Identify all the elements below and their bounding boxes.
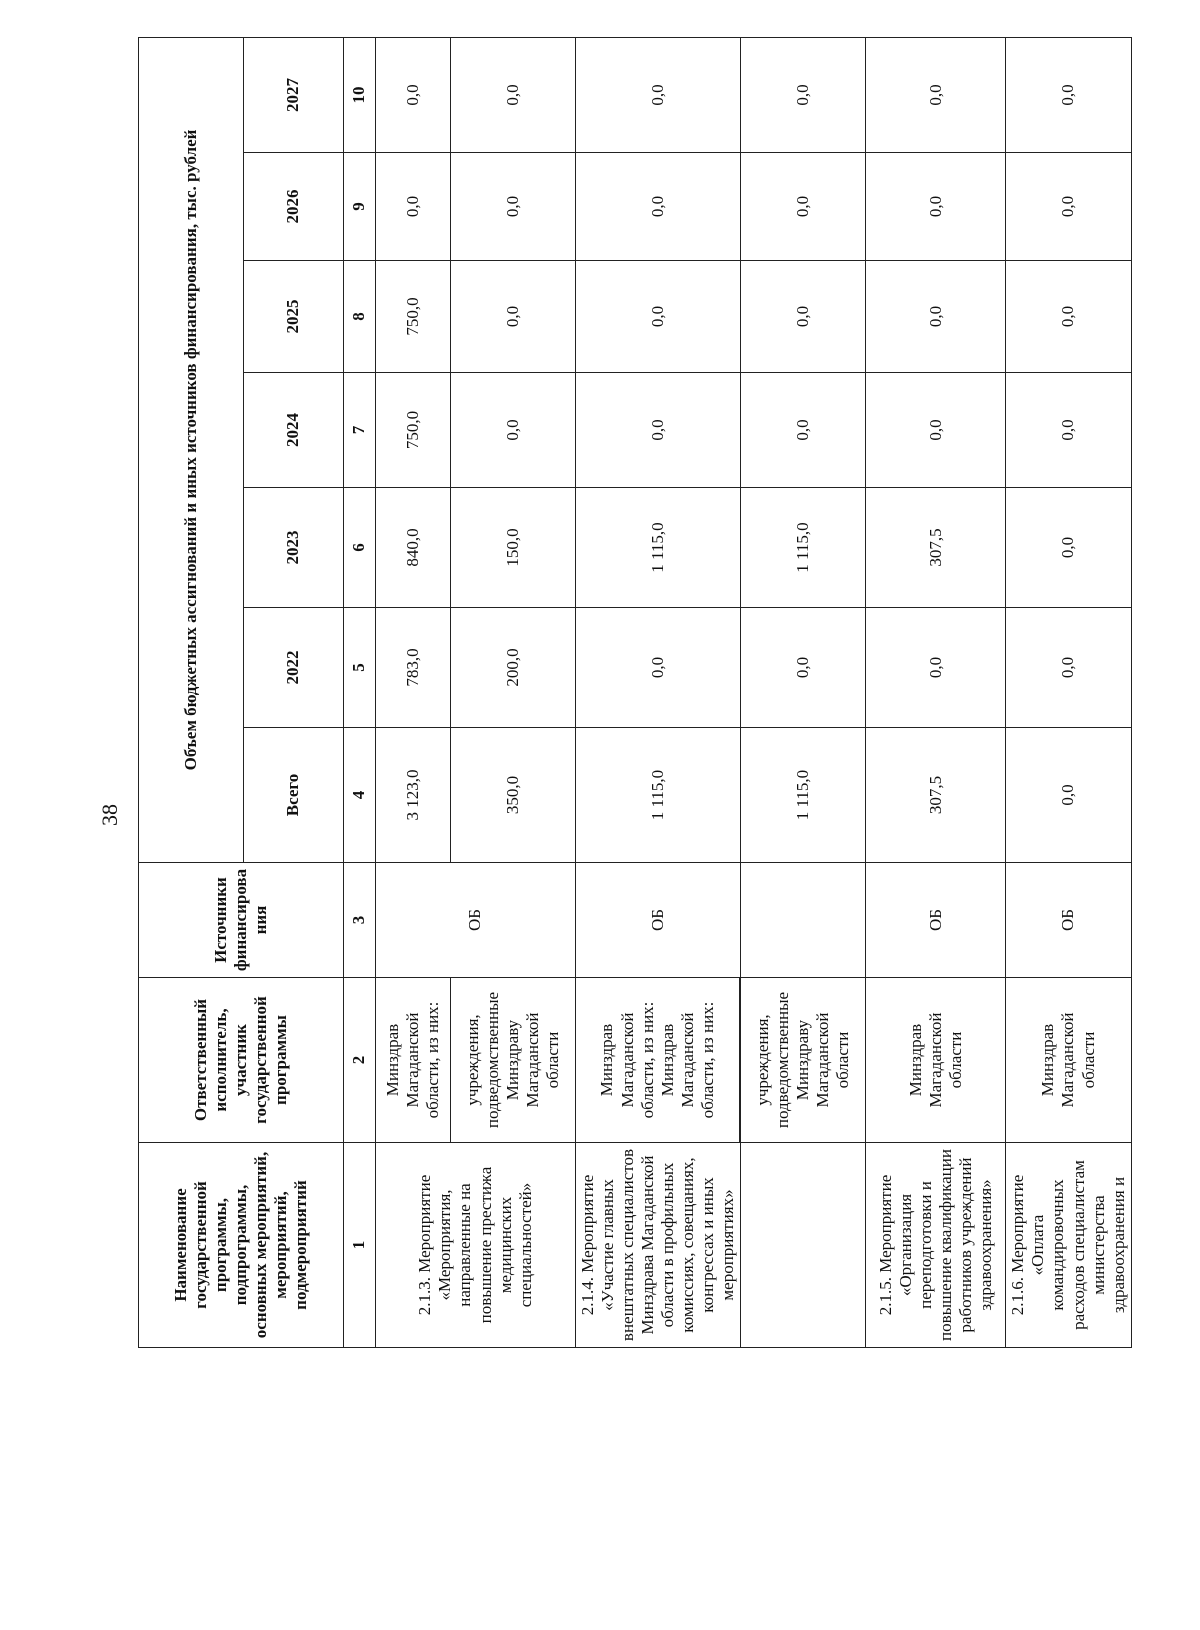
header-year: 2024 [244,373,344,488]
table-row [1006,37,1131,1347]
table-row [741,37,866,1347]
row-executor: Минздрав Магаданской области [1006,978,1131,1143]
header-year: 2027 [244,37,344,152]
row-name: 2.1.5. Мероприятие «Организация переподготовки и повышение квалификации работников учреждений здравоохранения» [866,1143,1006,1348]
row-value: 307,5 [866,728,1006,863]
rotated-table-container [138,38,1128,1348]
row-value: 150,0 [451,488,576,608]
row-value: 0,0 [866,608,1006,728]
row-value: 0,0 [1006,728,1131,863]
table-row [576,37,740,1347]
header-name: Наименование государственной программы, подпрограммы, основных мероприятий, мероприятий, подмероприятий [139,1143,344,1348]
row-value: 0,0 [1006,373,1131,488]
header-funding: Объем бюджетных ассигнований и иных источников финансирования, тыс. рублей [139,37,244,862]
header-total: Всего [244,728,344,863]
row-value: 1 115,0 [576,488,741,608]
row-source: ОБ [376,863,576,978]
row-value: 0,0 [1006,261,1131,373]
column-number: 8 [344,261,376,373]
row-value: 0,0 [376,37,451,152]
row-name: 2.1.4. Мероприятие «Участие главных внештатных специалистов Минздрава Магаданской области в профильных комиссиях, совещаниях, конгрессах и иных мероприятиях» [576,1143,741,1348]
column-number: 1 [344,1143,376,1348]
row-value: 0,0 [1006,608,1131,728]
row-value: 0,0 [451,37,576,152]
row-value: 0,0 [866,153,1006,261]
row-source: ОБ [576,863,741,978]
row-value: 0,0 [741,37,866,152]
column-number: 5 [344,608,376,728]
row-name: 2.1.3. Мероприятие «Мероприятия, направленные на повышение престижа медицинских специальностей» [376,1143,576,1348]
column-number: 6 [344,488,376,608]
row-value: 0,0 [576,153,741,261]
funding-table [138,37,1132,1348]
column-number: 9 [344,153,376,261]
row-value: 0,0 [741,608,866,728]
row-value: 1 115,0 [576,728,741,863]
row-value: 0,0 [741,373,866,488]
row-value: 0,0 [576,37,741,152]
header-year: 2022 [244,608,344,728]
column-number: 4 [344,728,376,863]
row-name: 2.1.6. Мероприятие «Оплата командировочных расходов специалистам министерства здравоохранения и [1006,1143,1131,1348]
row-value: 1 115,0 [741,728,866,863]
row-value: 750,0 [376,261,451,373]
row-value: 0,0 [376,153,451,261]
row-value: 0,0 [1006,153,1131,261]
row-value: 307,5 [866,488,1006,608]
column-number: 10 [344,37,376,152]
row-value: 840,0 [376,488,451,608]
row-source [741,863,866,978]
row-source: ОБ [1006,863,1131,978]
row-executor: Минздрав Магаданской области, из них: [376,978,451,1143]
column-number: 3 [344,863,376,978]
row-value: 0,0 [741,261,866,373]
row-executor: учреждения, подведомственные Минздраву Магаданской области [741,978,866,1143]
row-value: 783,0 [376,608,451,728]
row-value: 0,0 [576,373,741,488]
page-number: 38 [97,804,122,826]
column-number: 2 [344,978,376,1143]
row-value: 750,0 [376,373,451,488]
header-executor: Ответственный исполнитель, участник государственной программы [139,978,344,1143]
row-value: 0,0 [451,373,576,488]
row-executor: Минздрав Магаданской области, из них: Минздрав Магаданской области, из них: [576,978,740,1143]
row-value: 1 115,0 [741,488,866,608]
row-value: 0,0 [576,261,741,373]
row-value: 0,0 [451,153,576,261]
row-value: 0,0 [1006,488,1131,608]
header-year: 2025 [244,261,344,373]
row-value: 0,0 [866,37,1006,152]
row-value: 3 123,0 [376,728,451,863]
row-value: 350,0 [451,728,576,863]
row-value: 0,0 [866,261,1006,373]
header-source: Источники финансирова ния [139,863,344,978]
row-value: 0,0 [741,153,866,261]
row-value: 0,0 [866,373,1006,488]
header-year: 2026 [244,153,344,261]
row-value: 200,0 [451,608,576,728]
row-executor: Минздрав Магаданской области [866,978,1006,1143]
column-number: 7 [344,373,376,488]
row-executor: учреждения, подведомственные Минздраву Магаданской области [451,978,576,1143]
row-name [741,1143,866,1348]
row-value: 0,0 [451,261,576,373]
table-row [866,37,1006,1347]
row-value: 0,0 [576,608,741,728]
header-year: 2023 [244,488,344,608]
row-source: ОБ [866,863,1006,978]
row-value: 0,0 [1006,37,1131,152]
table-row [376,37,451,1347]
